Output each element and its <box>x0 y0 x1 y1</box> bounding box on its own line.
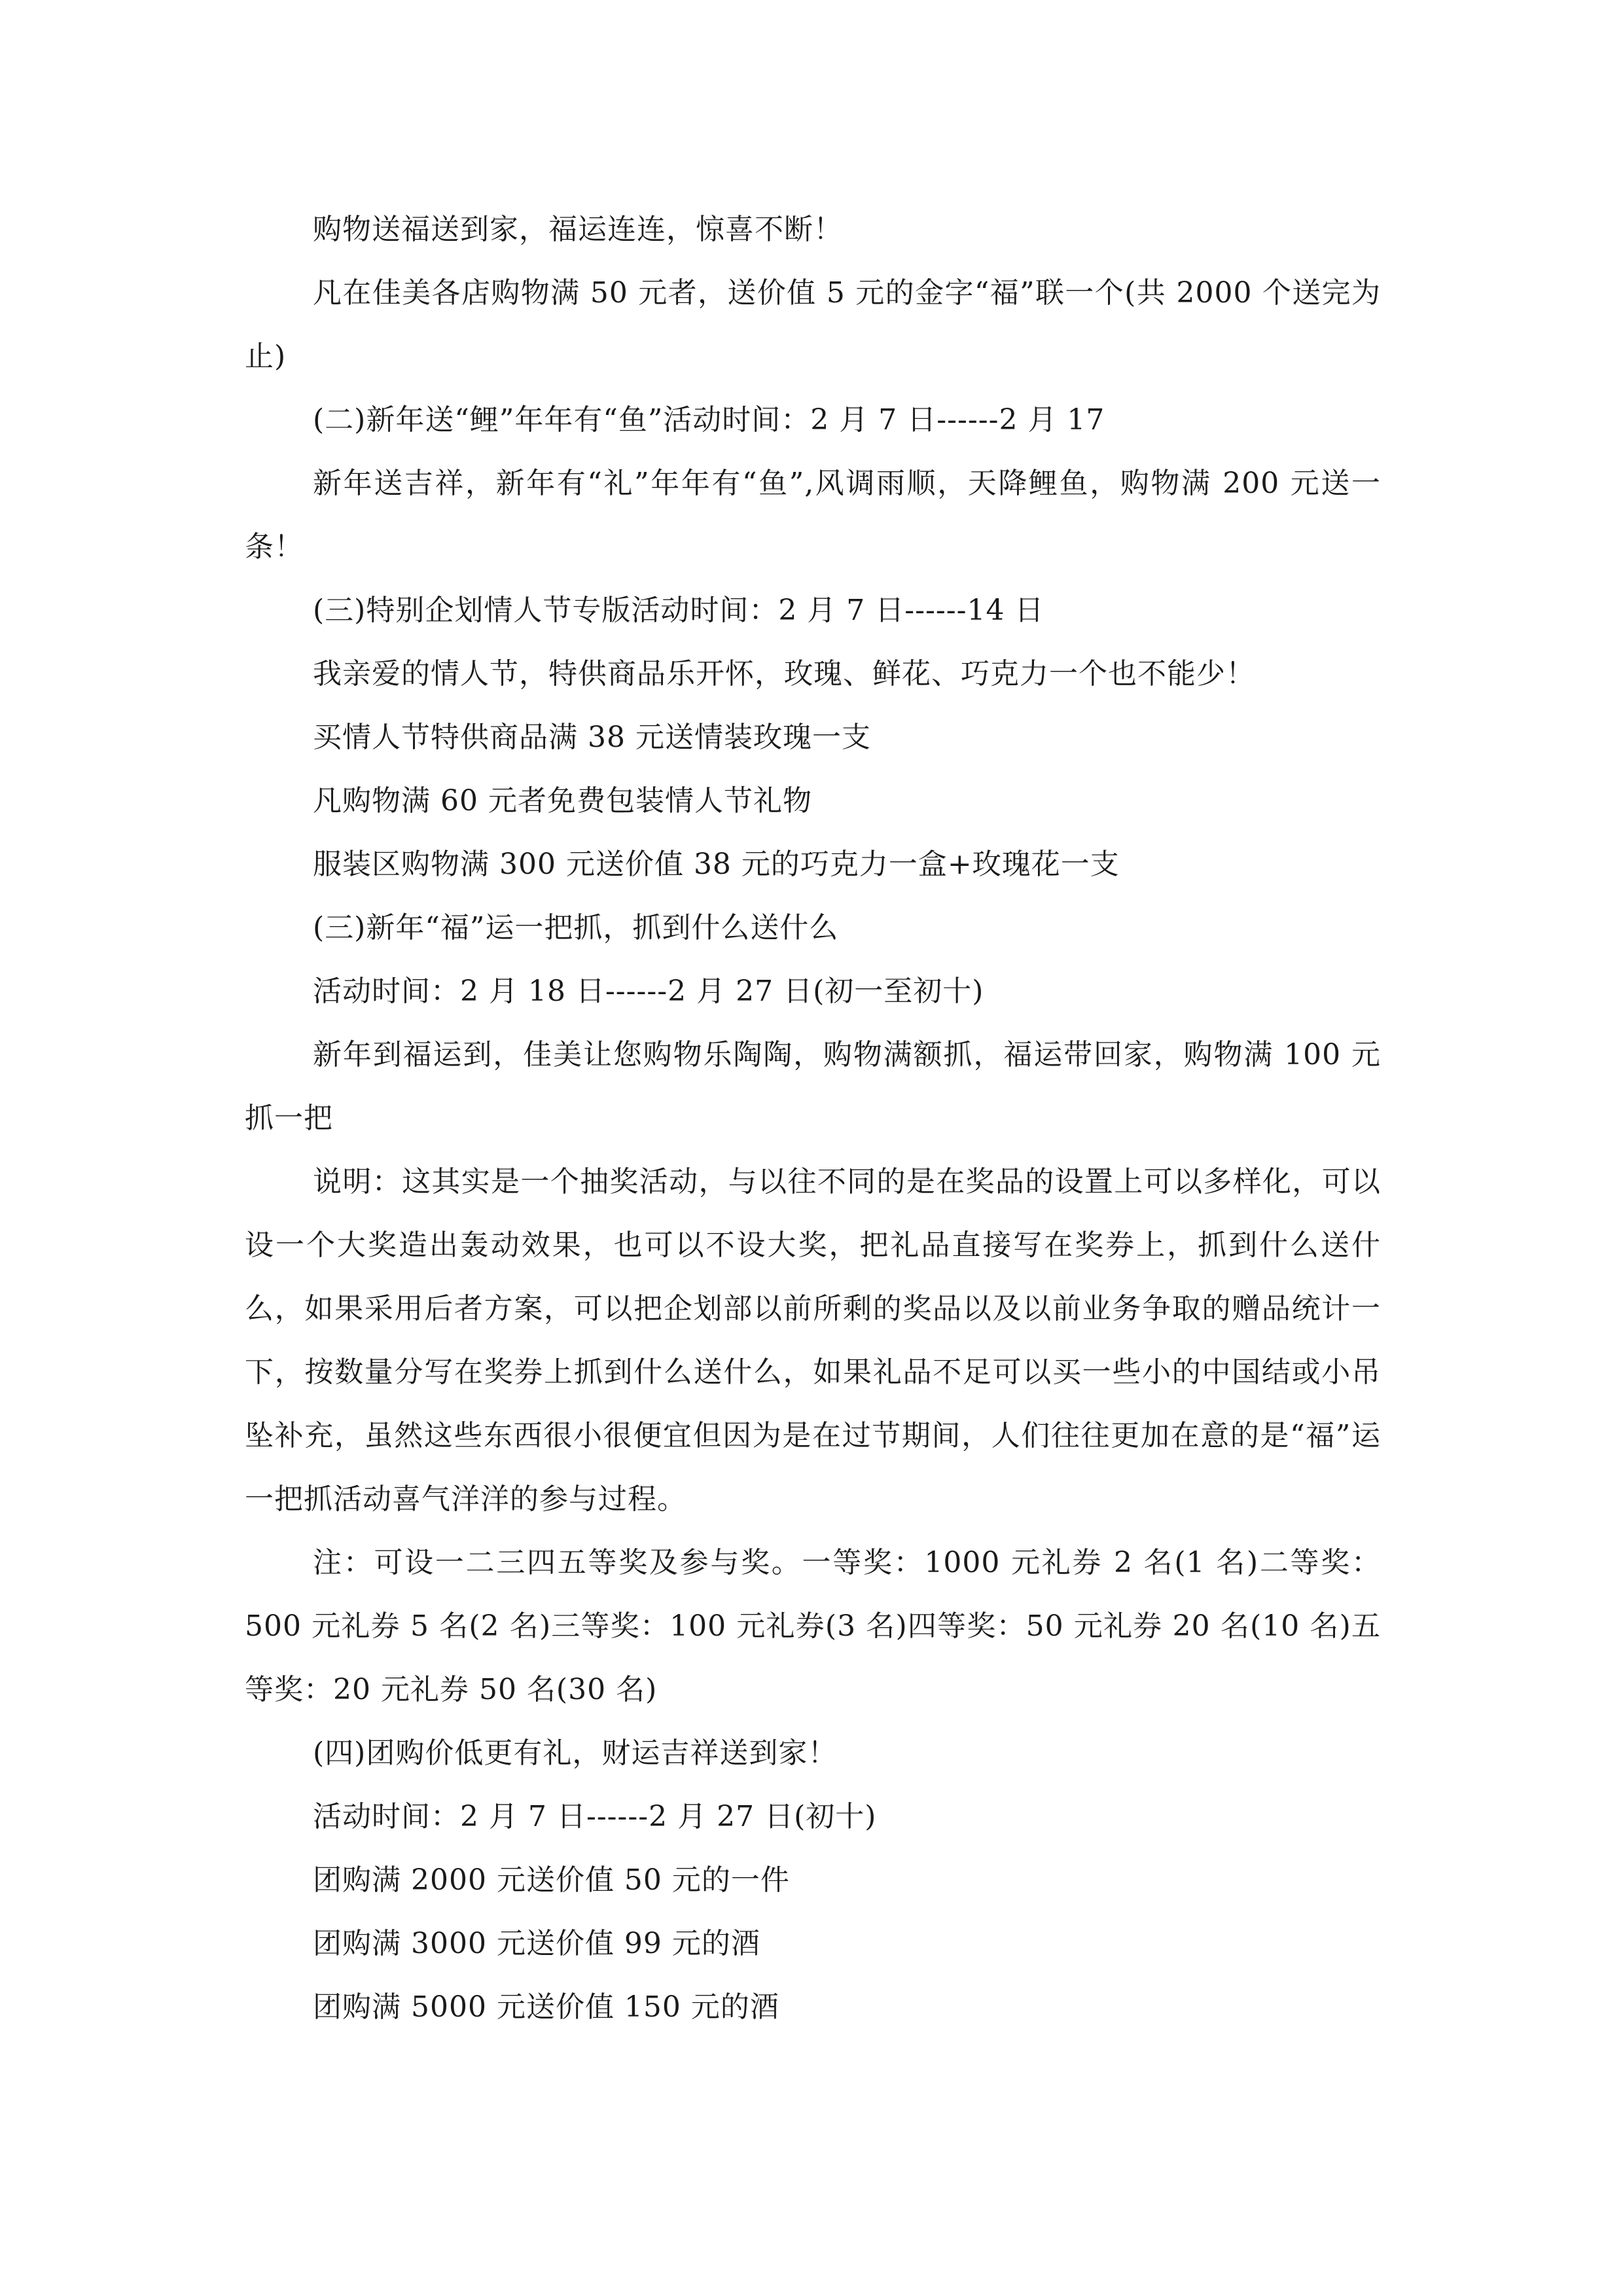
paragraph: 团购满 3000 元送价值 99 元的酒 <box>313 1927 760 1960</box>
paragraph: 说明：这其实是一个抽奖活动，与以往不同的是在奖品的设置上可以多样化，可以设一个大奖造出轰动效果，也可以不设大奖，把礼品直接写在奖券上，抓到什么送什么，如果采用后者方案，可以把企划部以前所剩的奖品以及以前业务争取的赠品统计一下，按数量分写在奖券上抓到什么送什么，如果礼品不足可以买一些小的中国结或小吊坠补充，虽然这些东西很小很便宜但因为是在过节期间，人们往往更加在意的是“福”运一把抓活动喜气洋洋的参与过程。 <box>245 1165 1381 1516</box>
paragraph: 团购满 2000 元送价值 50 元的一件 <box>313 1863 790 1897</box>
paragraph: 新年送吉祥，新年有“礼”年年有“鱼”,风调雨顺，天降鲤鱼，购物满 200 元送一条！ <box>245 467 1381 564</box>
paragraph: 活动时间：2 月 18 日------2 月 27 日(初一至初十) <box>313 975 984 1008</box>
paragraph: 我亲爱的情人节，特供商品乐开怀，玫瑰、鲜花、巧克力一个也不能少！ <box>313 657 1255 691</box>
paragraph: (三)新年“福”运一把抓，抓到什么送什么 <box>313 911 839 944</box>
paragraph: 注：可设一二三四五等奖及参与奖。一等奖：1000 元礼券 2 名(1 名)二等奖：500 元礼券 5 名(2 名)三等奖：100 元礼券(3 名)四等奖：50 元礼券 20 名(10 名)五等奖：20 元礼券 50 名(30 名) <box>245 1546 1381 1706</box>
paragraph: (四)团购价低更有礼，财运吉祥送到家！ <box>313 1736 838 1770</box>
paragraph: (二)新年送“鲤”年年有“鱼”活动时间：2 月 7 日------2 月 17 <box>313 403 1105 437</box>
paragraph: 团购满 5000 元送价值 150 元的酒 <box>313 1990 779 2024</box>
paragraph: 购物送福送到家，福运连连，惊喜不断！ <box>313 213 843 246</box>
paragraph: 活动时间：2 月 7 日------2 月 27 日(初十) <box>313 1800 877 1833</box>
paragraph: 买情人节特供商品满 38 元送情装玫瑰一支 <box>313 721 871 754</box>
paragraph: 服装区购物满 300 元送价值 38 元的巧克力一盒+玫瑰花一支 <box>313 848 1120 881</box>
paragraph: 凡在佳美各店购物满 50 元者，送价值 5 元的金字“福”联一个(共 2000 个送完为止) <box>245 276 1381 373</box>
paragraph: 新年到福运到，佳美让您购物乐陶陶，购物满额抓，福运带回家，购物满 100 元抓一把 <box>245 1038 1381 1135</box>
paragraph: 凡购物满 60 元者免费包装情人节礼物 <box>313 784 812 817</box>
paragraph: (三)特别企划情人节专版活动时间：2 月 7 日------14 日 <box>313 594 1044 627</box>
document-body <box>245 198 1381 2039</box>
